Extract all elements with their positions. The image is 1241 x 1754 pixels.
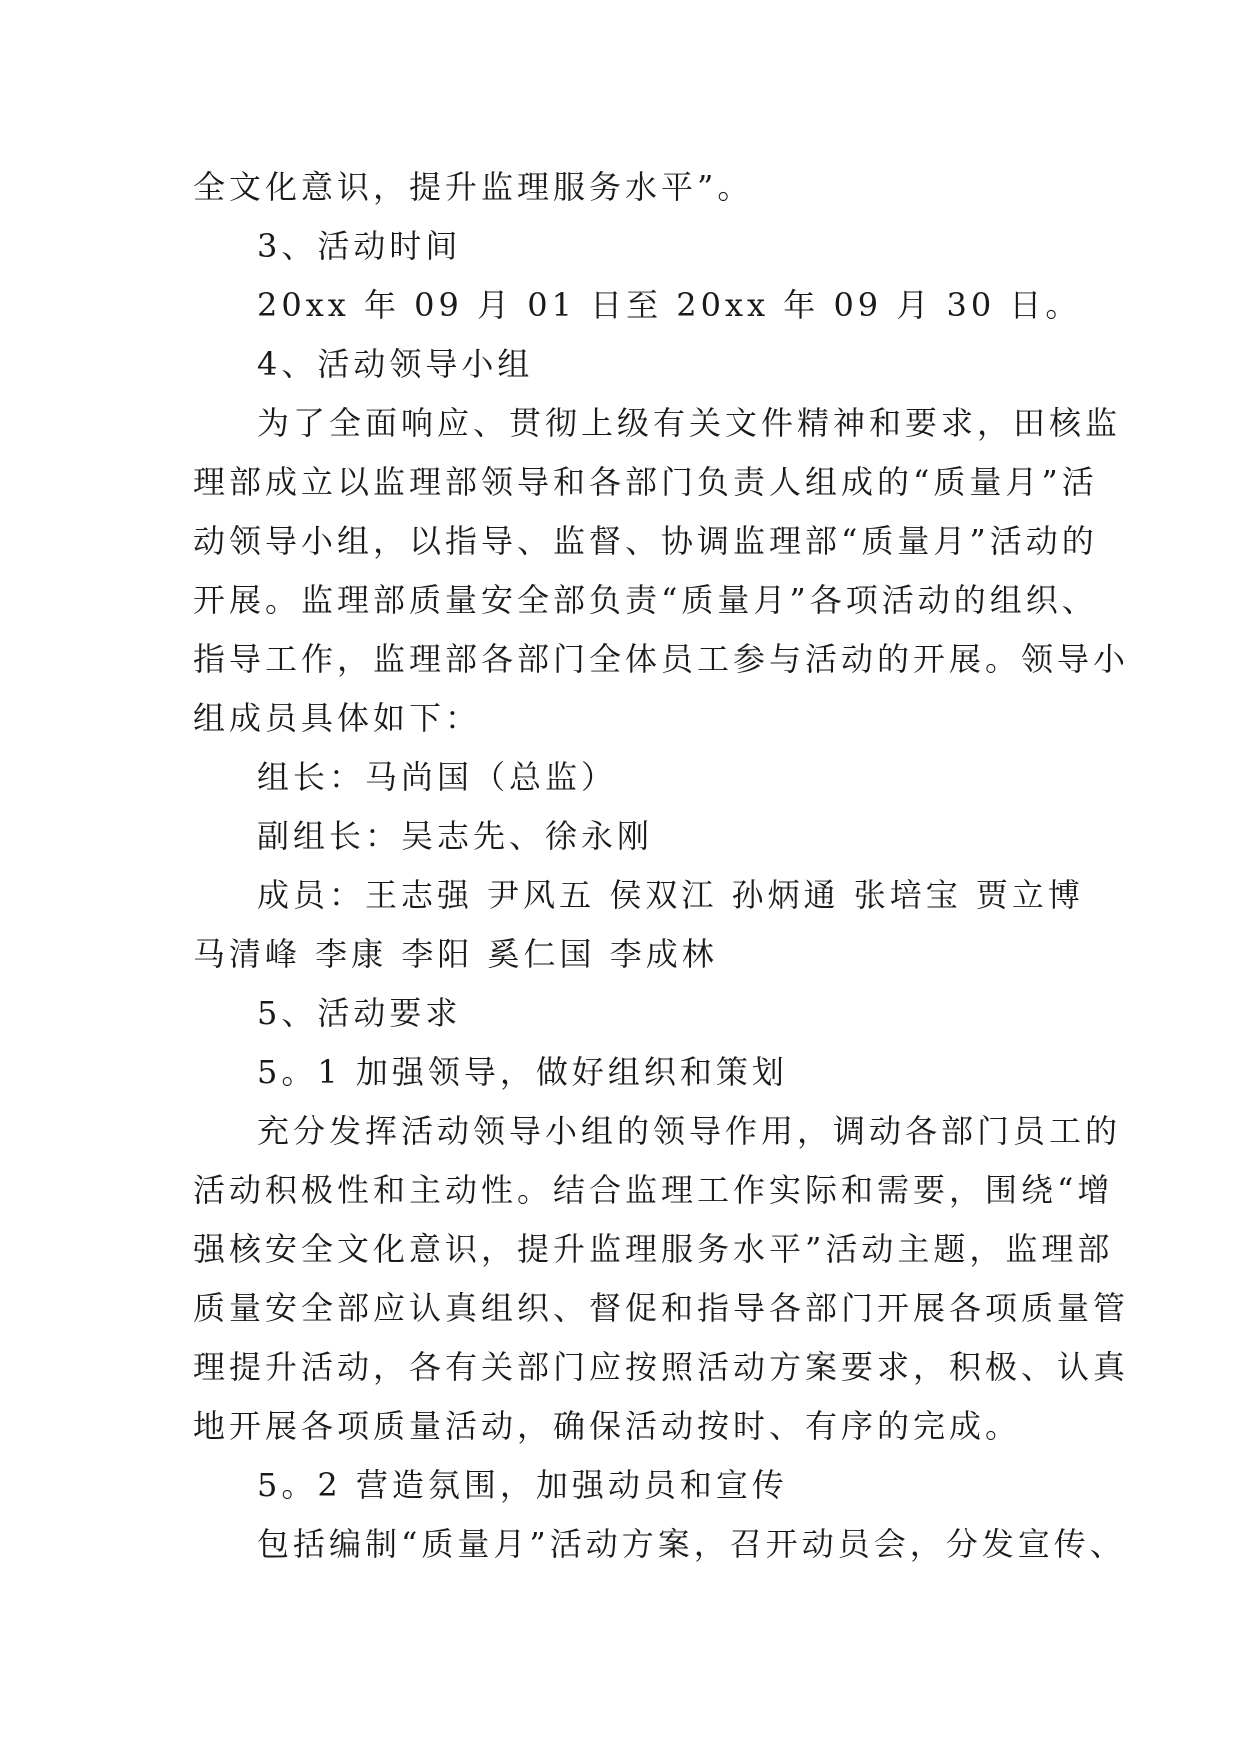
paragraph-line: 为了全面响应、贯彻上级有关文件精神和要求，田核监 — [257, 404, 1122, 442]
paragraph-line: 开展。监理部质量安全部负责“质量月”各项活动的组织、 — [193, 581, 1098, 619]
paragraph-line: 副组长：吴志先、徐永刚 — [257, 817, 654, 855]
section-heading: 5、活动要求 — [257, 994, 462, 1032]
paragraph-line: 活动积极性和主动性。结合监理工作实际和需要，围绕“增 — [193, 1171, 1114, 1209]
paragraph-line: 质量安全部应认真组织、督促和指导各部门开展各项质量管 — [193, 1289, 1130, 1327]
paragraph-line: 组成员具体如下： — [193, 699, 482, 737]
subsection-heading: 5。2 营造氛围，加强动员和宣传 — [257, 1466, 788, 1504]
paragraph-line: 充分发挥活动领导小组的领导作用，调动各部门员工的 — [257, 1112, 1122, 1150]
subsection-heading: 5。1 加强领导，做好组织和策划 — [257, 1053, 788, 1091]
paragraph-line: 指导工作，监理部各部门全体员工参与活动的开展。领导小 — [193, 640, 1130, 678]
paragraph-line: 包括编制“质量月”活动方案，召开动员会，分发宣传、 — [257, 1525, 1126, 1563]
section-heading: 4、活动领导小组 — [257, 345, 534, 383]
section-heading: 3、活动时间 — [257, 227, 462, 265]
paragraph-line: 马清峰 李康 李阳 奚仁国 李成林 — [193, 935, 718, 973]
paragraph-line: 20xx 年 09 月 01 日至 20xx 年 09 月 30 日。 — [257, 286, 1082, 324]
paragraph-line: 组长：马尚国（总监） — [257, 758, 618, 796]
paragraph-line: 全文化意识，提升监理服务水平”。 — [193, 168, 754, 206]
paragraph-line: 动领导小组，以指导、监督、协调监理部“质量月”活动的 — [193, 522, 1098, 560]
paragraph-line: 理部成立以监理部领导和各部门负责人组成的“质量月”活 — [193, 463, 1098, 501]
paragraph-line: 地开展各项质量活动，确保活动按时、有序的完成。 — [193, 1407, 1022, 1445]
paragraph-line: 强核安全文化意识，提升监理服务水平”活动主题，监理部 — [193, 1230, 1114, 1268]
paragraph-line: 成员：王志强 尹风五 侯双江 孙炳通 张培宝 贾立博 — [257, 876, 1084, 914]
paragraph-line: 理提升活动，各有关部门应按照活动方案要求，积极、认真 — [193, 1348, 1130, 1386]
